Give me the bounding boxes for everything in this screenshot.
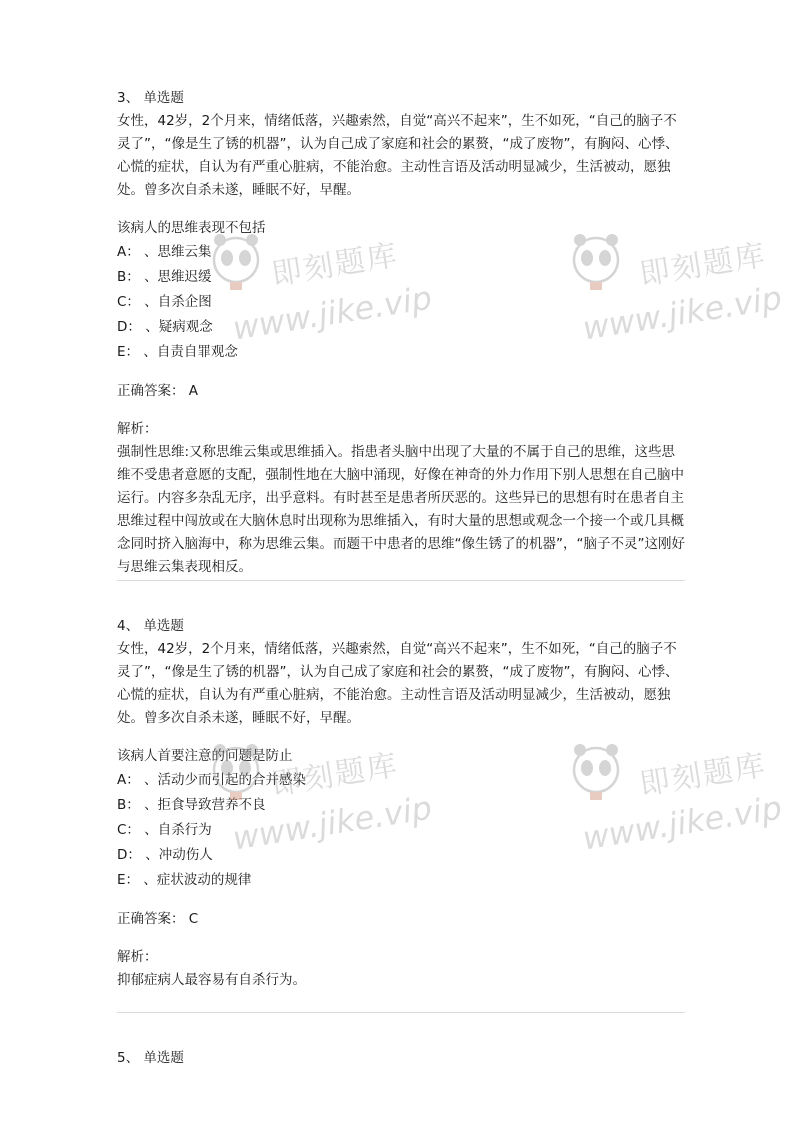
option-e[interactable] xyxy=(117,340,687,365)
watermark-url: www.jike.vip xyxy=(230,788,435,858)
watermark-url: www.jike.vip xyxy=(580,788,785,858)
option-label: B： xyxy=(117,797,140,813)
answer-value: C xyxy=(188,911,199,927)
option-text: 、拒食导致营养不良 xyxy=(144,797,266,813)
section-divider xyxy=(117,1012,685,1013)
question-type: 单选题 xyxy=(143,1050,184,1066)
option-list xyxy=(117,768,687,893)
option-text: 、活动少而引起的合并感染 xyxy=(144,772,307,788)
option-label: A： xyxy=(117,244,140,260)
question-ask: 该病人的思维表现不包括 xyxy=(117,220,266,236)
correct-answer xyxy=(117,379,687,403)
watermark-url: www.jike.vip xyxy=(230,278,435,348)
option-text: 、自责自罪观念 xyxy=(143,344,238,360)
question-number: 4、 xyxy=(117,618,140,634)
question-stem: 女性，42岁，2个月来，情绪低落，兴趣索然，自觉“高兴不起来”，生不如死，“自己的脑子不灵了”，“像是生了锈的机器”，认为自己成了家庭和社会的累赘，“成了废物”，有胸闷、心悸、心慌的症状，自认为有严重心脏病，不能治愈。主动性言语及活动明显减少，生活被动，愿独处。曾多次自杀未遂，睡眠不好，早醒。 xyxy=(117,113,679,198)
section-divider xyxy=(117,580,685,581)
answer-value: A xyxy=(188,383,199,399)
watermark-url: www.jike.vip xyxy=(580,278,785,348)
option-d[interactable] xyxy=(117,843,687,868)
option-label: D： xyxy=(117,847,141,863)
answer-label: 正确答案： xyxy=(117,911,185,927)
option-label: A： xyxy=(117,772,140,788)
correct-answer xyxy=(117,907,687,931)
option-b[interactable] xyxy=(117,265,687,290)
option-label: C： xyxy=(117,294,140,310)
analysis-label: 解析： xyxy=(117,421,158,437)
option-text: 、思维迟缓 xyxy=(144,269,212,285)
question-4 xyxy=(117,614,687,992)
question-5 xyxy=(117,1046,687,1070)
question-stem: 女性，42岁，2个月来，情绪低落，兴趣索然，自觉“高兴不起来”，生不如死，“自己的脑子不灵了”，“像是生了锈的机器”，认为自己成了家庭和社会的累赘，“成了废物”，有胸闷、心悸、心慌的症状，自认为有严重心脏病，不能治愈。主动性言语及活动明显减少，生活被动，愿独处。曾多次自杀未遂，睡眠不好，早醒。 xyxy=(117,641,679,726)
analysis-label: 解析： xyxy=(117,949,158,965)
question-ask: 该病人首要注意的问题是防止 xyxy=(117,748,293,764)
watermark-brand: 即刻题库 xyxy=(269,237,402,293)
analysis-text: 强制性思维:又称思维云集或思维插入。指患者头脑中出现了大量的不属于自己的思维，这些思维不受患者意愿的支配，强制性地在大脑中涌现，好像在神奇的外力作用下别人思想在自己脑中运行。内容多杂乱无序，出乎意料。有时甚至是患者所厌恶的。这些异已的思想有时在患者自主思维过程中闯放或在大脑休息时出现称为思维插入，有时大量的思想或观念一个接一个或几具概念同时挤入脑海中，称为思维云集。而题干中患者的思维“像生锈了的机器”，“脑子不灵”这刚好与思维云集表现相反。 xyxy=(117,444,685,575)
question-number: 5、 xyxy=(117,1050,140,1066)
option-text: 、症状波动的规律 xyxy=(143,872,252,888)
question-header xyxy=(117,614,687,638)
question-header xyxy=(117,1046,687,1070)
option-text: 、疑病观念 xyxy=(145,319,213,335)
watermark-brand: 即刻题库 xyxy=(637,237,770,293)
option-a[interactable] xyxy=(117,768,687,793)
option-label: E： xyxy=(117,872,140,888)
option-a[interactable] xyxy=(117,240,687,265)
question-header xyxy=(117,86,687,110)
option-text: 、自杀行为 xyxy=(144,822,212,838)
answer-label: 正确答案： xyxy=(117,383,185,399)
option-b[interactable] xyxy=(117,793,687,818)
option-label: E： xyxy=(117,344,140,360)
option-list xyxy=(117,240,687,365)
option-label: D： xyxy=(117,319,141,335)
option-d[interactable] xyxy=(117,315,687,340)
question-3 xyxy=(117,86,687,579)
option-c[interactable] xyxy=(117,290,687,315)
option-c[interactable] xyxy=(117,818,687,843)
option-text: 、自杀企图 xyxy=(144,294,212,310)
question-type: 单选题 xyxy=(143,618,184,634)
question-type: 单选题 xyxy=(143,90,184,106)
option-text: 、冲动伤人 xyxy=(145,847,213,863)
watermark-brand: 即刻题库 xyxy=(637,747,770,803)
analysis-text: 抑郁症病人最容易有自杀行为。 xyxy=(117,972,306,988)
option-label: B： xyxy=(117,269,140,285)
option-e[interactable] xyxy=(117,868,687,893)
watermark-brand: 即刻题库 xyxy=(269,747,402,803)
option-text: 、思维云集 xyxy=(144,244,212,260)
question-number: 3、 xyxy=(117,90,140,106)
option-label: C： xyxy=(117,822,140,838)
